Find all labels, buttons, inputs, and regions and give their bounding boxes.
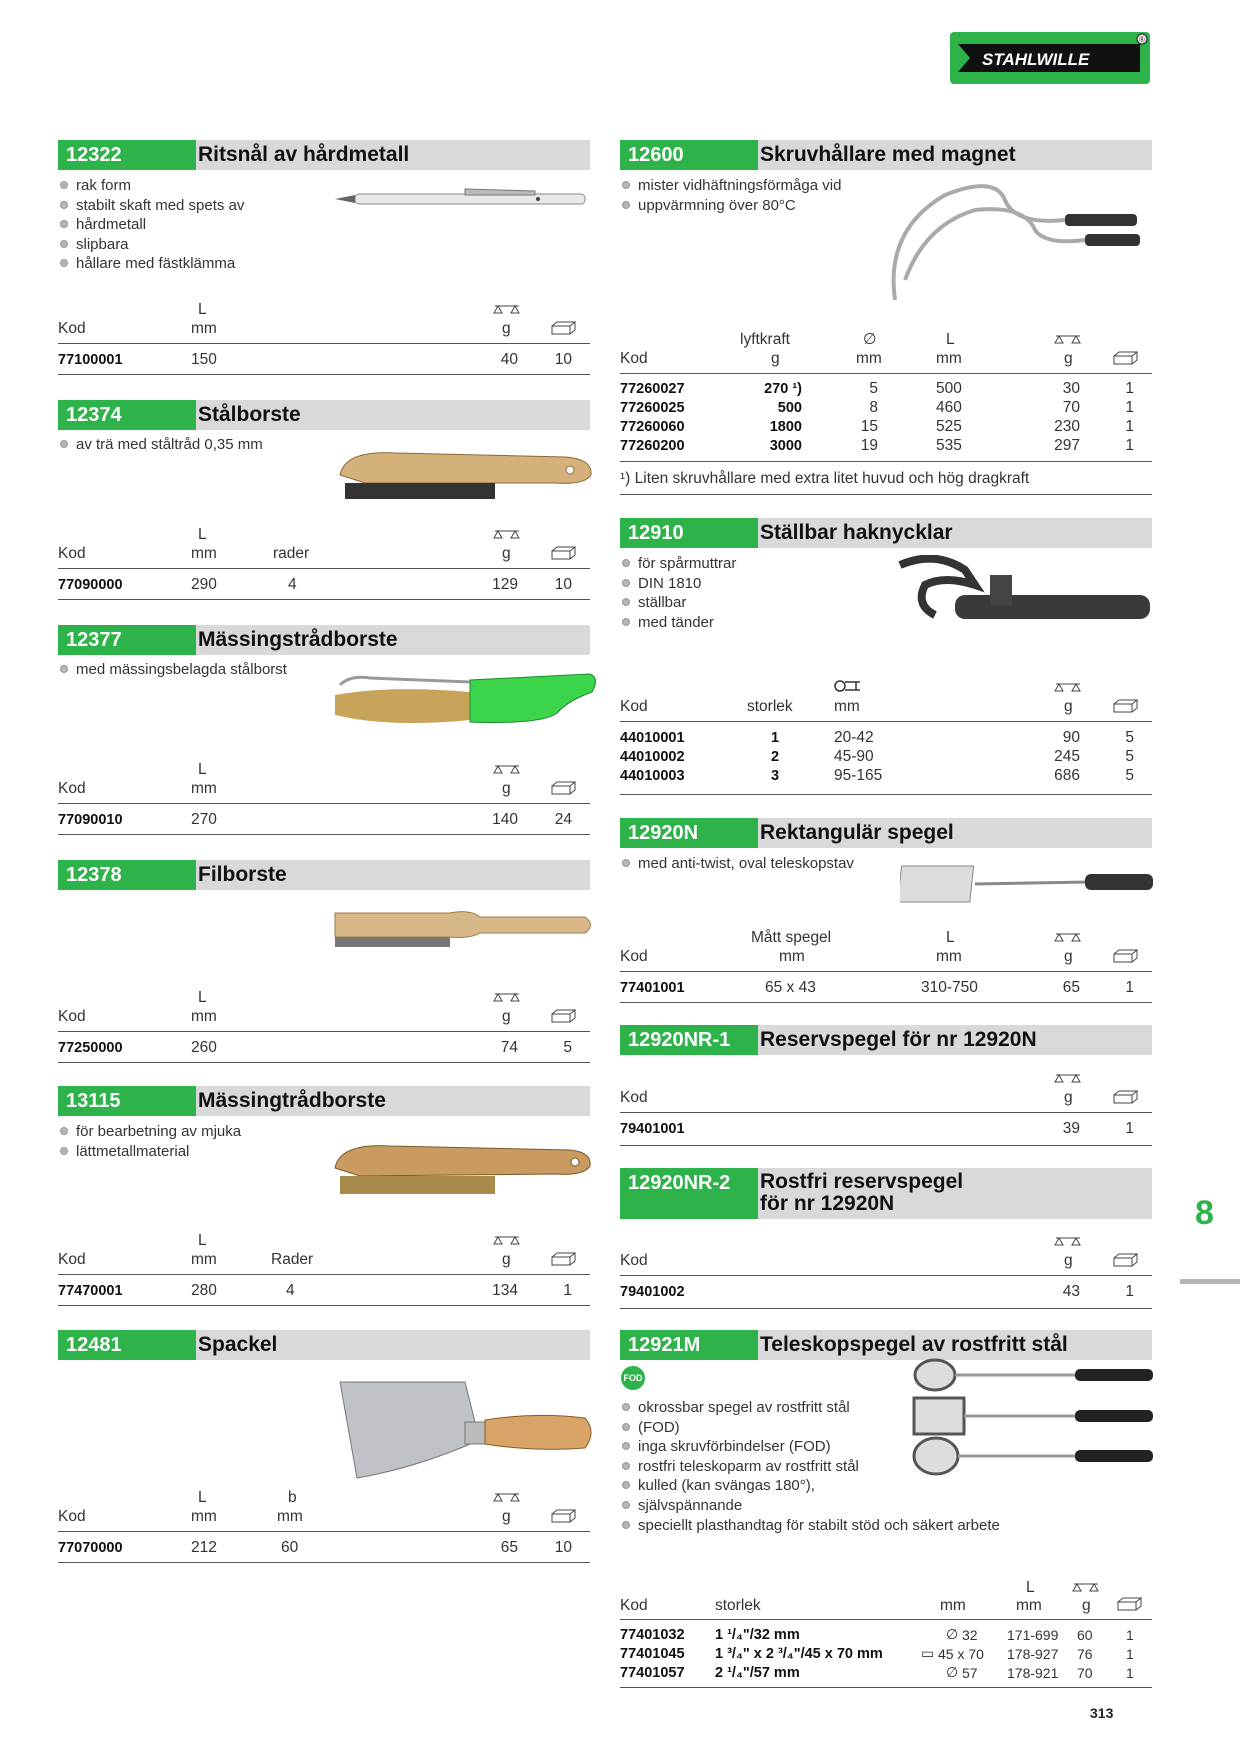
package-icon	[550, 781, 578, 795]
product-table-12322	[58, 295, 590, 375]
row-kod: 77100001	[58, 352, 123, 368]
col-g: g	[1064, 1252, 1073, 1269]
package-icon	[1112, 351, 1140, 365]
col-g: g	[502, 1008, 511, 1025]
feature-item: hållare med fästklämma	[58, 254, 244, 274]
section-title: Stålborste	[198, 403, 301, 426]
section-title: Ställbar haknycklar	[760, 521, 953, 544]
row-kod: 77260060	[620, 419, 685, 435]
col-mm: mm	[834, 698, 860, 715]
col-mm: mm	[191, 780, 217, 797]
row-mm: 20-42	[834, 729, 874, 746]
row-pack: 1	[1126, 1665, 1134, 1681]
row-g: 90	[1062, 729, 1080, 746]
section-header-12920NR-1	[620, 1025, 1152, 1055]
feature-item: självspännande	[620, 1496, 1000, 1516]
section-title: Rektangulär spegel	[760, 821, 954, 844]
feature-item: inga skruvförbindelser (FOD)	[620, 1437, 1000, 1457]
feature-item: med anti-twist, oval teleskopstav	[620, 854, 854, 874]
section-number: 12322	[58, 140, 196, 170]
row-storlek: 1	[771, 730, 780, 746]
weight-scale-icon	[1072, 1580, 1100, 1594]
col-kod: Kod	[58, 1251, 86, 1268]
row-pack: 1	[1125, 1120, 1134, 1137]
section-header-12600	[620, 140, 1152, 170]
row-g: 43	[1062, 1283, 1080, 1300]
section-header-12920NR-2	[620, 1168, 1152, 1219]
col-g: g	[502, 1251, 511, 1268]
col-mm: mm	[191, 1508, 217, 1525]
stahlwille-logo	[950, 32, 1150, 84]
section-title: Ritsnål av hårdmetall	[198, 143, 410, 166]
row-kod: 77401001	[620, 980, 685, 996]
col-L: L	[946, 331, 955, 348]
col-rader: Rader	[271, 1251, 314, 1268]
col-storlek: storlek	[747, 698, 793, 715]
feature-item: (FOD)	[620, 1418, 1000, 1438]
feature-item: ställbar	[620, 593, 736, 613]
row-pack: 10	[554, 1539, 572, 1556]
col-kod: Kod	[620, 698, 648, 715]
size-range-icon	[834, 679, 862, 693]
row-storlek: 1 ¹/₄"/32 mm	[715, 1627, 800, 1643]
row-storlek: 3	[771, 768, 780, 784]
col-matt-spegel: Mått spegel	[751, 929, 832, 946]
row-pack: 5	[1125, 748, 1134, 765]
package-icon	[550, 1009, 578, 1023]
col-mm: mm	[1016, 1597, 1042, 1614]
package-icon	[1112, 1090, 1140, 1104]
section-number: 12921M	[620, 1330, 758, 1360]
row-lyftkraft: 3000	[769, 438, 802, 454]
product-table-12378	[58, 983, 590, 1063]
package-icon	[550, 546, 578, 560]
section-header-12377	[58, 625, 590, 655]
diameter-icon: ∅	[946, 1626, 959, 1642]
col-kod: Kod	[58, 780, 86, 797]
row-pack: 5	[1125, 729, 1134, 746]
col-rader: rader	[273, 545, 310, 562]
hook-wrench-image	[895, 555, 1155, 630]
row-kod: 77090010	[58, 812, 123, 828]
col-mm: mm	[277, 1508, 303, 1525]
row-g: 74	[500, 1039, 518, 1056]
feature-item: för spårmuttrar	[620, 554, 736, 574]
section-title-line: Rostfri reservspegel	[760, 1170, 964, 1193]
row-L: 260	[191, 1039, 217, 1056]
row-pack: 1	[1125, 380, 1134, 397]
col-L: L	[198, 1232, 207, 1249]
footnote: ¹) Liten skruvhållare med extra litet huvud och hög dragkraft	[620, 470, 1030, 487]
col-g: g	[1064, 698, 1073, 715]
row-kod: 77260200	[620, 438, 685, 454]
row-kod: 77070000	[58, 1540, 123, 1556]
product-table-13115	[58, 1226, 590, 1306]
col-g: g	[1082, 1597, 1091, 1614]
col-b: b	[288, 1489, 297, 1506]
row-pack: 1	[1125, 979, 1134, 996]
row-pack: 1	[563, 1282, 572, 1299]
weight-scale-icon	[493, 527, 521, 541]
chapter-divider	[1180, 1279, 1240, 1284]
row-kod: 77401032	[620, 1627, 685, 1643]
package-icon	[1112, 699, 1140, 713]
row-kod: 77250000	[58, 1040, 123, 1056]
row-lyftkraft: 270 ¹)	[764, 381, 802, 397]
col-mm: mm	[191, 1251, 217, 1268]
section-header-12322	[58, 140, 590, 170]
file-brush-image	[330, 905, 600, 955]
package-icon	[550, 321, 578, 335]
section-number: 12920NR-2	[620, 1168, 758, 1219]
row-mm: 57	[962, 1665, 978, 1681]
col-mm: mm	[191, 545, 217, 562]
feature-item: mister vidhäftningsförmåga vid	[620, 176, 841, 196]
row-g: 60	[1077, 1627, 1093, 1643]
row-pack: 10	[554, 576, 572, 593]
brass-wire-brush-image	[330, 1138, 600, 1204]
steel-brush-image	[335, 445, 595, 505]
feature-list	[620, 554, 736, 632]
row-g: 40	[500, 351, 518, 368]
col-mm: mm	[856, 350, 882, 367]
row-g: 140	[492, 811, 518, 828]
feature-item: speciellt plasthandtag för stabilt stöd och säkert arbete	[620, 1516, 1000, 1536]
fod-badge-icon: FOD	[621, 1366, 645, 1390]
col-storlek: storlek	[715, 1597, 761, 1614]
col-mm: mm	[191, 1008, 217, 1025]
row-rader: 4	[286, 1282, 295, 1299]
row-kod: 79401002	[620, 1284, 685, 1300]
col-g: g	[1064, 948, 1073, 965]
section-header-12374	[58, 400, 590, 430]
feature-item: rostfri teleskoparm av rostfritt stål	[620, 1457, 1000, 1477]
product-table-12921M	[620, 1575, 1152, 1687]
weight-scale-icon	[1054, 930, 1082, 944]
putty-knife-image	[335, 1378, 600, 1488]
section-title: Skruvhållare med magnet	[760, 143, 1016, 166]
feature-list	[58, 176, 244, 274]
row-b: 60	[281, 1539, 299, 1556]
row-L: 171-699	[1007, 1627, 1059, 1643]
rectangular-mirror-image	[900, 862, 1155, 907]
row-g: 30	[1062, 380, 1080, 397]
row-g: 686	[1054, 767, 1080, 784]
package-icon	[1112, 949, 1140, 963]
row-lyftkraft: 1800	[769, 419, 802, 435]
product-table-12920NR-2	[620, 1227, 1152, 1309]
row-L: 178-927	[1007, 1646, 1059, 1662]
package-icon	[550, 1252, 578, 1266]
feature-item: lättmetallmaterial	[58, 1142, 241, 1162]
col-kod: Kod	[620, 1252, 648, 1269]
col-L: L	[946, 929, 955, 946]
row-pack: 1	[1125, 1283, 1134, 1300]
row-pack: 5	[563, 1039, 572, 1056]
logo-registered: ®	[1139, 35, 1145, 44]
section-number: 12374	[58, 400, 196, 430]
feature-item: rak form	[58, 176, 244, 196]
col-L: L	[198, 989, 207, 1006]
product-table-12374	[58, 520, 590, 600]
col-mm: mm	[191, 320, 217, 337]
row-L: 310-750	[921, 979, 978, 996]
col-g: g	[502, 1508, 511, 1525]
col-mm: mm	[779, 948, 805, 965]
col-g: g	[502, 780, 511, 797]
row-kod: 79401001	[620, 1121, 685, 1137]
row-storlek: 2 ¹/₄"/57 mm	[715, 1665, 800, 1681]
logo-text: STAHLWILLE	[982, 50, 1090, 69]
brass-brush-image	[330, 670, 600, 740]
row-mm: 32	[962, 1627, 978, 1643]
row-pack: 5	[1125, 767, 1134, 784]
product-table-12377	[58, 755, 590, 835]
product-table-12920NR-1	[620, 1064, 1152, 1146]
row-diameter: 19	[860, 437, 878, 454]
row-g: 39	[1062, 1120, 1080, 1137]
section-title: Spackel	[198, 1333, 278, 1356]
row-kod: 77470001	[58, 1283, 123, 1299]
feature-item: uppvärmning över 80°C	[620, 196, 841, 216]
package-icon	[1112, 1253, 1140, 1267]
section-title-line: för nr 12920N	[760, 1192, 895, 1215]
section-header-13115	[58, 1086, 590, 1116]
product-table-12600	[620, 325, 1152, 495]
col-g: g	[502, 320, 511, 337]
row-L: 460	[936, 399, 962, 416]
feature-list	[58, 1122, 241, 1161]
col-g: g	[1064, 350, 1073, 367]
weight-scale-icon	[1054, 680, 1082, 694]
row-pack: 1	[1125, 399, 1134, 416]
row-L: 270	[191, 811, 217, 828]
row-diameter: 15	[860, 418, 878, 435]
row-diameter: 5	[869, 380, 878, 397]
section-title: Mässingstrådborste	[198, 628, 398, 651]
section-number: 12481	[58, 1330, 196, 1360]
section-header-12481	[58, 1330, 590, 1360]
col-g: g	[771, 350, 780, 367]
section-header-12910	[620, 518, 1152, 548]
section-title: Teleskopspegel av rostfritt stål	[760, 1333, 1068, 1356]
row-g: 65	[500, 1539, 518, 1556]
weight-scale-icon	[493, 302, 521, 316]
row-kod: 44010002	[620, 749, 685, 765]
rectangle-icon: ▭	[921, 1645, 935, 1661]
row-g: 129	[492, 576, 518, 593]
scriber-image	[335, 186, 595, 210]
section-title: Reservspegel för nr 12920N	[760, 1028, 1037, 1051]
row-L: 280	[191, 1282, 217, 1299]
row-kod: 77401045	[620, 1646, 685, 1662]
row-pack: 1	[1126, 1646, 1134, 1662]
feature-item: stabilt skaft med spets av	[58, 196, 244, 216]
row-mm: 95-165	[834, 767, 883, 784]
feature-item: med mässingsbelagda stålborst	[58, 660, 287, 680]
row-matt: 65 x 43	[765, 979, 816, 996]
row-storlek: 1 ³/₄" x 2 ³/₄"/45 x 70 mm	[715, 1646, 883, 1662]
row-g: 65	[1062, 979, 1080, 996]
diameter-icon: ∅	[946, 1664, 959, 1680]
row-kod: 77260025	[620, 400, 685, 416]
feature-list	[620, 176, 841, 215]
feature-item: DIN 1810	[620, 574, 736, 594]
row-pack: 24	[554, 811, 572, 828]
col-mm: mm	[940, 1597, 966, 1614]
row-g: 70	[1077, 1665, 1093, 1681]
row-pack: 1	[1126, 1627, 1134, 1643]
feature-list	[58, 435, 263, 455]
feature-item: kulled (kan svängas 180°),	[620, 1476, 1000, 1496]
col-lyftkraft: lyftkraft	[740, 331, 790, 348]
row-storlek: 2	[771, 749, 780, 765]
section-title: Mässingtrådborste	[198, 1089, 386, 1112]
feature-item: av trä med ståltråd 0,35 mm	[58, 435, 263, 455]
feature-item: hårdmetall	[58, 215, 244, 235]
row-g: 230	[1054, 418, 1080, 435]
row-L: 212	[191, 1539, 217, 1556]
row-kod: 44010001	[620, 730, 685, 746]
row-kod: 77260027	[620, 381, 685, 397]
feature-item: okrossbar spegel av rostfritt stål	[620, 1398, 1000, 1418]
weight-scale-icon	[1054, 332, 1082, 346]
col-L: L	[1026, 1579, 1035, 1596]
weight-scale-icon	[1054, 1234, 1082, 1248]
col-kod: Kod	[620, 948, 648, 965]
product-table-12910	[620, 673, 1152, 795]
row-L: 178-921	[1007, 1665, 1059, 1681]
row-kod: 44010003	[620, 768, 685, 784]
col-diameter: ∅	[863, 331, 877, 348]
col-mm: mm	[936, 948, 962, 965]
weight-scale-icon	[493, 762, 521, 776]
row-mm: 45 x 70	[938, 1646, 984, 1662]
row-rader: 4	[288, 576, 297, 593]
feature-item: med tänder	[620, 613, 736, 633]
col-mm: mm	[936, 350, 962, 367]
feature-item: för bearbetning av mjuka	[58, 1122, 241, 1142]
row-L: 150	[191, 351, 217, 368]
section-header-12921M	[620, 1330, 1152, 1360]
col-g: g	[1064, 1089, 1073, 1106]
col-kod: Kod	[58, 1008, 86, 1025]
magnetic-pickup-image	[885, 170, 1155, 315]
section-title: Filborste	[198, 863, 287, 886]
row-L: 525	[936, 418, 962, 435]
product-table-12920N	[620, 923, 1152, 1003]
row-mm: 45-90	[834, 748, 874, 765]
col-L: L	[198, 1489, 207, 1506]
row-L: 500	[936, 380, 962, 397]
package-icon	[550, 1509, 578, 1523]
page-number: 313	[1090, 1705, 1114, 1721]
row-kod: 77401057	[620, 1665, 685, 1681]
row-L: 290	[191, 576, 217, 593]
section-header-12378	[58, 860, 590, 890]
col-L: L	[198, 761, 207, 778]
chapter-tab: 8	[1195, 1194, 1214, 1232]
section-number: 12600	[620, 140, 758, 170]
row-g: 297	[1054, 437, 1080, 454]
row-lyftkraft: 500	[777, 400, 802, 416]
section-number: 12378	[58, 860, 196, 890]
col-kod: Kod	[620, 350, 648, 367]
col-kod: Kod	[58, 1508, 86, 1525]
section-header-12920N	[620, 818, 1152, 848]
section-title	[760, 1171, 963, 1215]
row-g: 76	[1077, 1646, 1093, 1662]
row-g: 245	[1054, 748, 1080, 765]
weight-scale-icon	[493, 1233, 521, 1247]
row-kod: 77090000	[58, 577, 123, 593]
feature-item: slipbara	[58, 235, 244, 255]
col-L: L	[198, 526, 207, 543]
feature-list	[620, 854, 854, 874]
row-g: 70	[1062, 399, 1080, 416]
weight-scale-icon	[1054, 1071, 1082, 1085]
col-kod: Kod	[58, 545, 86, 562]
package-icon	[1116, 1597, 1144, 1611]
col-L: L	[198, 301, 207, 318]
col-g: g	[502, 545, 511, 562]
col-kod: Kod	[58, 320, 86, 337]
col-kod: Kod	[620, 1089, 648, 1106]
row-pack: 1	[1125, 437, 1134, 454]
telescopic-mirrors-image	[910, 1358, 1155, 1478]
row-pack: 1	[1125, 418, 1134, 435]
feature-list	[58, 660, 287, 680]
row-pack: 10	[554, 351, 572, 368]
weight-scale-icon	[493, 1490, 521, 1504]
weight-scale-icon	[493, 990, 521, 1004]
section-number: 12377	[58, 625, 196, 655]
section-number: 12920NR-1	[620, 1025, 758, 1055]
row-L: 535	[936, 437, 962, 454]
section-number: 12910	[620, 518, 758, 548]
section-number: 12920N	[620, 818, 758, 848]
row-g: 134	[492, 1282, 518, 1299]
col-kod: Kod	[620, 1597, 648, 1614]
section-number: 13115	[58, 1086, 196, 1116]
row-diameter: 8	[869, 399, 878, 416]
product-table-12481	[58, 1483, 590, 1563]
